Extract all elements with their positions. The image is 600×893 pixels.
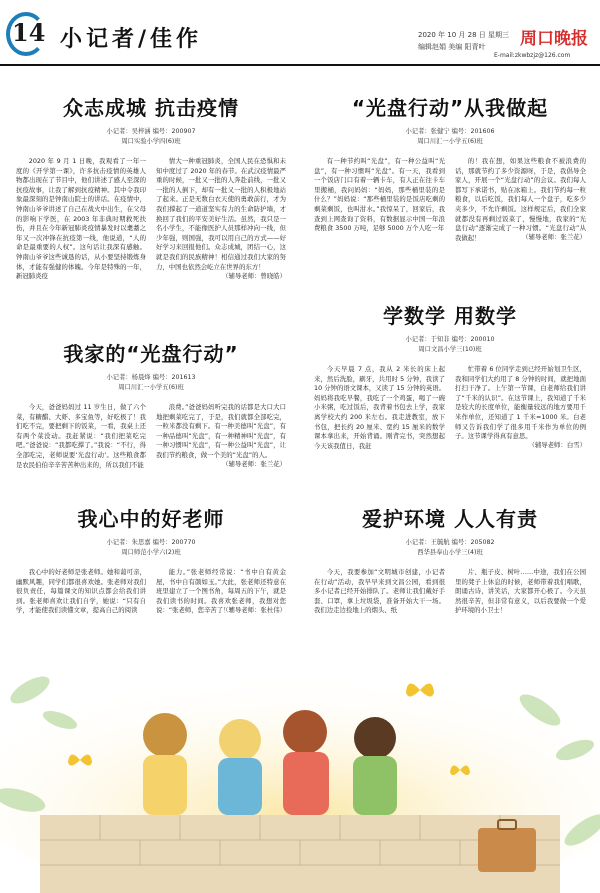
article-body-col2: 忙带着 6 位同学走到已经开始划卫生区，我和同学们大约用了 8 分钟的时间，就把地面打扫干净了。上午第一节课，白老师给我们讲了“千米的认识”。在这节课上，我知道了千米是较大的长度单位，能衡量较远的地方要用千米作单位，还知道了 1 千米=1000 米。白老师又告诉我们学了很多用千米作为单位的例子。这节课学得真有意思。 (455, 365, 586, 441)
article-byline: 小记者：王毓航 编号：205082 西华县奉山小学三(4)班 (405, 539, 495, 556)
child-figure-1 (143, 713, 187, 815)
article-title: 我家的“光盘行动” (63, 342, 239, 366)
article-body-col1: 今天，我要参加“文明城市创建，小记者在行动”活动，我早早来到文昌公园，看到很多小记者已经开始排队了。老师让我们戴好手套、口罩，拿上垃圾袋，准备开始大干一场。我们边走边捡地上的烟头、纸 (314, 568, 445, 615)
article-body-col1: 今天，爸爸妈妈过 11 岁生日，做了六个菜，有糖醋、大虾、多宝鱼等，好吃极了！我们吃不完，要把剩下的饭菜，一看，我桌上还有两个菜没动。我赶紧说：“我们把菜吃完吧。”爸爸说：“我都吃撑了。”我说：“不行，得全部吃完，老师说要‘光盘行动’。这些粮食都是农民伯伯辛辛苦苦种出来的，所以我们不能 (16, 403, 146, 469)
page-number: 14 (12, 18, 56, 58)
article-title: 我心中的好老师 (77, 507, 225, 531)
contact-email: E-mail:zkwbzjz@126.com (494, 52, 571, 59)
article-body-col2: 浪费。”爸爸妈妈听完我的话都是大口大口地把剩菜吃完了，于是，我们就都全部吃完，一粒米都没有剩下。有一种美德叫“光盘”，有一种品德叫“光盘”，有一种精神叫“光盘”，有一种习惯叫“光盘”，有一种公益叫“光盘”，让我们节约粮食，做一个美的“光盘”的人。 (156, 403, 286, 459)
article-byline: 小记者：张健宁 编号：201606 周口川汇一小学五(6)班 (405, 128, 495, 145)
article-body-col2: 片、瓶子皮、树叶……中途，我们在公园里的凳子上休息的时候，老师带着我们唱歌，朗诵古诗，讲笑话，大家都开心极了。今天虽然很辛苦，但非常有意义，以后我要做一个爱护环境的小卫士！ (455, 568, 586, 615)
article-byline: 小记者：朱思嘉 编号：200770 周口师范小学六(2)班 (106, 539, 196, 556)
article-teacher: （辅导老师：张兰花） (222, 460, 286, 469)
section-title: 小记者/佳作 (60, 27, 203, 52)
page-header (0, 0, 600, 62)
article-body-col1: 我心中的好老师是张老师。她和蔼可亲，幽默风趣，同学们都很喜欢她。张老师对我们很负责任，每篇课文的知识点都会给我们讲到。张老师喜欢让我们自学，她说：“只有自学，才能使我们读懂文章，提高自己的阅读 (16, 568, 146, 615)
article-protect-environment (314, 503, 586, 616)
article-teacher: （辅导老师：张兰花） (522, 233, 586, 242)
article-body-col1: 有一种节约叫“光盘”，有一种公益叫“光盘”，有一种习惯叫“光盘”。有一天，我看到一个饭店门口有着一辆卡车，有人正在往卡车里搬桶，我问妈妈：“妈妈，那些桶里装的是什么？”妈妈说：“那些桶里装的是饭店吃剩的剩菜剩饭，也叫泔水。”我惊呆了，回家后，我查到上网查询了资料，有数据显示中国一年浪费粮食 3500 万吨，足够 5000 万个人吃一年 (314, 157, 445, 233)
child-figure-3 (283, 710, 329, 815)
article-fight-epidemic (16, 92, 286, 281)
article-title: 爱护环境 人人有责 (362, 507, 538, 531)
article-body-col2: 的！我在想，如果这些粮食不被浪费的话，那就节约了多少资源呀，于是，我倡导全家人，开展一个“光盘行动”的会议。我们每人都写下承诺书，贴在冰箱上。我们节约每一粒粮食，以后吃饭，我们每人一个盘子，吃多少夹多少，不允许剩饭。这样规定后，我们全家就都没有再剩过饭菜了，慢慢地，我家的“光盘行动”逐渐完成了一种习惯。“光盘行动”从我做起！ (455, 157, 586, 242)
article-body-col2: 情大一种重冠肺炎，全国人民在恐惧和未知中度过了 2020 年的春节。在武汉疫情最严重的时候，一批又一批的人奔赴前线，一批又一批的人倒下，却有一批又一批的人积极地站了起来。正是无数白衣天使的勇敢前行，才为我们撑起了一道道坚实有力的生命防护墙，才换回了我们的平安美好生活。虽然，我只是一名小学生，不能像医护人员那样冲向一线，但少年强，则国强，我可以用自己的方式——好好学习来回报他们。众志成城，团结一心，这就是我们的民族精神！相信通过我们大家的努力，中国也依然会屹立在世界的东方！ (156, 157, 286, 271)
header-rule (0, 64, 600, 66)
article-teacher: （辅导老师：曾晓皓） (222, 271, 286, 280)
article-teacher: （辅导老师：张杜伟） (222, 605, 286, 614)
article-byline: 小记者：吴梓涵 编号：200907 周口实验小学四(6)班 (106, 128, 196, 145)
article-byline: 小记者：于知非 编号：200010 周口文昌小学三(10)班 (405, 336, 495, 353)
editor-credits: 编辑赵娟 美编 阳青叶 (418, 43, 486, 51)
article-clean-plate-from-me (314, 92, 586, 243)
page-number-swirl-icon (6, 12, 46, 56)
children-illustration (0, 650, 600, 893)
article-family-clean-plate (16, 338, 286, 470)
article-title: 众志成城 抗击疫情 (63, 96, 239, 120)
article-body-col1: 2020 年 9 月 1 日晚，我观看了一年一度的《开学第一课》，许多抗击疫情的英雄人物都出现在了节目中，他们讲述了感人至深的抗疫故事，让我了解到抗疫精神。其中令我印象最深刻的是钟南山院士的讲话。在疫情中，钟南山爷爷讲述了自己在战火中出生，在父母的影响下学医，在 2003 年非典时期救死扶伤，并且在今年新冠肺炎疫情暴发时以耄耋之年又一次冲锋在抗疫第一线，他说道，“人的命是最重要的人权”。这句话让我深有感触。钟南山爷爷这些诚恳的话，从小要坚持锻炼身体，才能有强健的体魄。今年是特殊的一年，新冠肺炎疫 (16, 157, 146, 281)
article-good-teacher (16, 503, 286, 616)
child-figure-2 (218, 719, 262, 815)
publication-date: 2020 年 10 月 28 日 星期三 (418, 31, 509, 39)
article-learn-math (314, 300, 586, 451)
article-body-col1: 今天早晨 7 点，我从 2 米长的床上起来，然后洗脸，刷牙，共用时 5 分钟，我读了 10 分钟的语文课本，又读了 15 分钟的英语。妈妈将我吃早餐，我吃了一个鸡蛋，喝了一碗小米粥，吃过饭后，我背着书包去上学，我家离学校大约 200 米左右。我走进教室，放下书包，把长约 20 厘米、宽约 15 厘米的数学课本拿出来，开始背诵。刚背完书，突然想起今天该我值日，我赶 (314, 365, 445, 450)
child-figure-4 (353, 717, 397, 815)
article-byline: 小记者：杨晨烽 编号：201613 周口川汇一小学五(6)班 (106, 374, 196, 391)
article-teacher: （辅导老师：白雪） (528, 441, 586, 450)
article-body-col2: 能力。”张老师经常说：“书中自有黄金屋，书中自有颜如玉。”大此，张老师还特意在班里建立了一个图书角，每周五的下午，就是我们读书的时间。我喜欢张老师，我想对您说：“张老师，您辛苦了！” (156, 568, 286, 615)
article-title: 学数学 用数学 (383, 304, 517, 328)
newspaper-logo: 周口晚报 (520, 29, 588, 49)
article-title: “光盘行动”从我做起 (351, 96, 549, 120)
